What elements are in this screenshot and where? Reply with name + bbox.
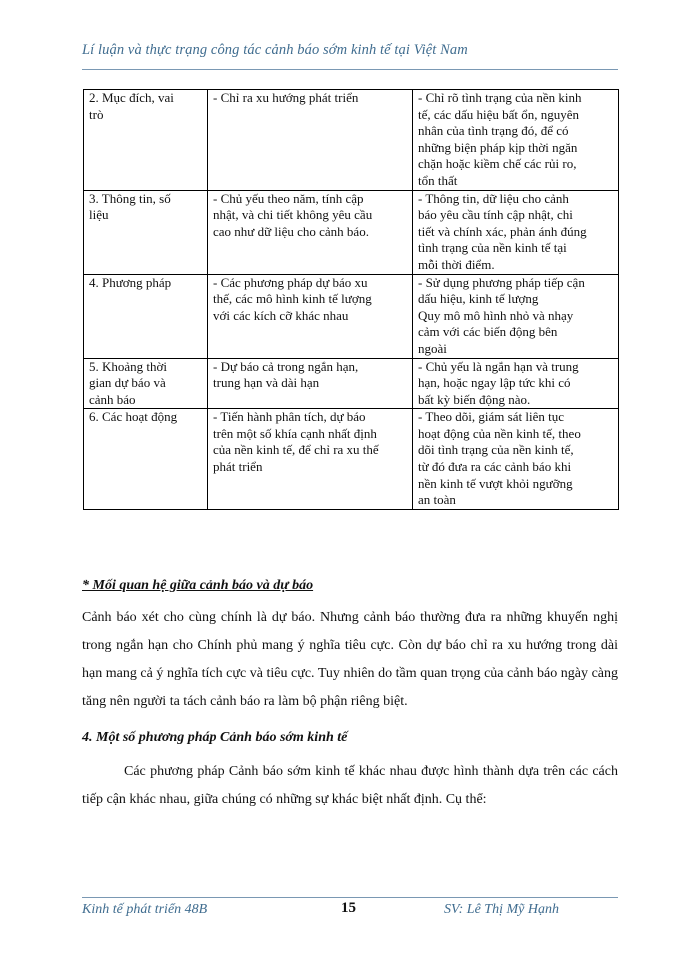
cell-line: trò: [89, 106, 104, 122]
cell-line: ngoài: [418, 340, 447, 356]
cell-criterion: [84, 358, 208, 409]
cell-line: liệu: [89, 207, 109, 223]
cell-line: tế, các dấu hiệu bất ổn, nguyên: [418, 106, 579, 122]
cell-criterion: [84, 190, 208, 274]
cell-line: - Sử dụng phương pháp tiếp cận: [418, 274, 585, 290]
cell-line: mỗi thời điểm.: [418, 256, 495, 272]
cell-forecast: [208, 190, 413, 274]
cell-warning: [413, 409, 619, 510]
cell-line: 5. Khoảng thời: [89, 358, 168, 374]
cell-line: - Chủ yếu theo năm, tính cập: [213, 190, 364, 206]
cell-line: an toàn: [418, 492, 456, 508]
running-header: Lí luận và thực trạng công tác cảnh báo sớm kinh tế tại Việt Nam: [82, 42, 468, 58]
cell-line: - Dự báo cả trong ngắn hạn,: [213, 358, 359, 374]
page-number: 15: [341, 900, 356, 916]
cell-line: của nền kinh tế, để chỉ ra xu thế: [213, 442, 379, 458]
cell-line: 4. Phương pháp: [89, 274, 172, 290]
cell-line: từ đó đưa ra các cảnh báo khi: [418, 459, 572, 475]
cell-line: - Tiến hành phân tích, dự báo: [213, 409, 366, 425]
footer-divider: [82, 897, 618, 898]
cell-line: - Các phương pháp dự báo xu: [213, 274, 368, 290]
cell-line: trên một số khía cạnh nhất định: [213, 425, 377, 441]
cell-line: phát triển: [213, 459, 263, 475]
cell-line: 6. Các hoạt động: [89, 409, 178, 425]
cell-line: với các kích cỡ khác nhau: [213, 307, 349, 323]
cell-line: hoạt động của nền kinh tế, theo: [418, 425, 581, 441]
table-row: [84, 90, 619, 191]
intro-paragraph: Các phương pháp Cảnh báo sớm kinh tế khác nhau được hình thành dựa trên các cách tiếp cận khác nhau, giữa chúng có những sự khác biệt nhất định. Cụ thể:: [82, 764, 618, 807]
cell-criterion: [84, 409, 208, 510]
cell-warning: [413, 90, 619, 191]
cell-line: cao như dữ liệu cho cảnh báo.: [213, 223, 369, 239]
footer-course: Kinh tế phát triển 48B: [82, 902, 208, 917]
cell-line: - Chỉ ra xu hướng phát triển: [213, 90, 359, 105]
cell-line: tình trạng của nền kinh tế tại: [418, 240, 567, 256]
cell-warning: [413, 274, 619, 358]
cell-line: nền kinh tế vượt khỏi ngưỡng: [418, 475, 573, 491]
cell-line: cảm với các biến động bên: [418, 324, 558, 340]
cell-forecast: [208, 409, 413, 510]
cell-line: nhân của tình trạng đó, để có: [418, 123, 569, 139]
cell-line: bất kỳ biến động nào.: [418, 391, 531, 407]
cell-line: - Theo dõi, giám sát liên tục: [418, 409, 564, 425]
comparison-table: [83, 89, 619, 510]
cell-line: những biện pháp kịp thời ngăn: [418, 139, 578, 155]
cell-line: - Thông tin, dữ liệu cho cảnh: [418, 190, 569, 206]
cell-line: tổn thất: [418, 172, 458, 188]
cell-line: - Chủ yếu là ngắn hạn và trung: [418, 358, 579, 374]
cell-line: Quy mô mô hình nhỏ và nhạy: [418, 307, 574, 323]
cell-line: cảnh báo: [89, 391, 136, 407]
cell-line: tiết và chính xác, phản ánh đúng: [418, 223, 587, 239]
cell-line: chặn hoặc kiềm chế các rủi ro,: [418, 156, 577, 172]
cell-line: 2. Mục đích, vai: [89, 90, 174, 105]
cell-criterion: [84, 274, 208, 358]
cell-line: dấu hiệu, kinh tế lượng: [418, 291, 539, 307]
cell-forecast: [208, 358, 413, 409]
cell-forecast: [208, 90, 413, 191]
cell-line: 3. Thông tin, số: [89, 190, 171, 206]
cell-criterion: [84, 90, 208, 191]
cell-line: hạn, hoặc ngay lập tức khi có: [418, 375, 571, 391]
cell-forecast: [208, 274, 413, 358]
cell-line: thế, các mô hình kinh tế lượng: [213, 291, 372, 307]
cell-line: dõi tình trạng của nền kinh tế,: [418, 442, 574, 458]
cell-warning: [413, 358, 619, 409]
cell-line: - Chỉ rõ tình trạng của nền kinh: [418, 90, 582, 105]
relationship-paragraph: Cảnh báo xét cho cùng chính là dự báo. Nhưng cảnh báo thường đưa ra những khuyến nghị trong ngắn hạn cho Chính phủ mang ý nghĩa tiêu cực. Còn dự báo chỉ ra xu hướng trong dài hạn mang cả ý nghĩa tích cực và tiêu cực. Tuy nhiên do tầm quan trọng của cảnh báo ngày càng tăng nên người ta tách cảnh báo ra làm bộ phận riêng biệt.: [82, 610, 618, 709]
table-row: [84, 358, 619, 409]
section-title: * Mối quan hệ giữa cảnh báo và dự báo: [82, 578, 314, 593]
cell-line: gian dự báo và: [89, 375, 166, 391]
section-heading: 4. Một số phương pháp Cảnh báo sớm kinh tế: [82, 730, 348, 745]
footer-student: SV: Lê Thị Mỹ Hạnh: [444, 902, 559, 917]
cell-line: trung hạn và dài hạn: [213, 375, 320, 391]
cell-warning: [413, 190, 619, 274]
table-row: [84, 409, 619, 510]
header-divider: [82, 69, 618, 70]
table-row: [84, 274, 619, 358]
table-row: [84, 190, 619, 274]
cell-line: nhật, và chi tiết không yêu cầu: [213, 207, 373, 223]
cell-line: báo yêu cầu tính cập nhật, chi: [418, 207, 573, 223]
